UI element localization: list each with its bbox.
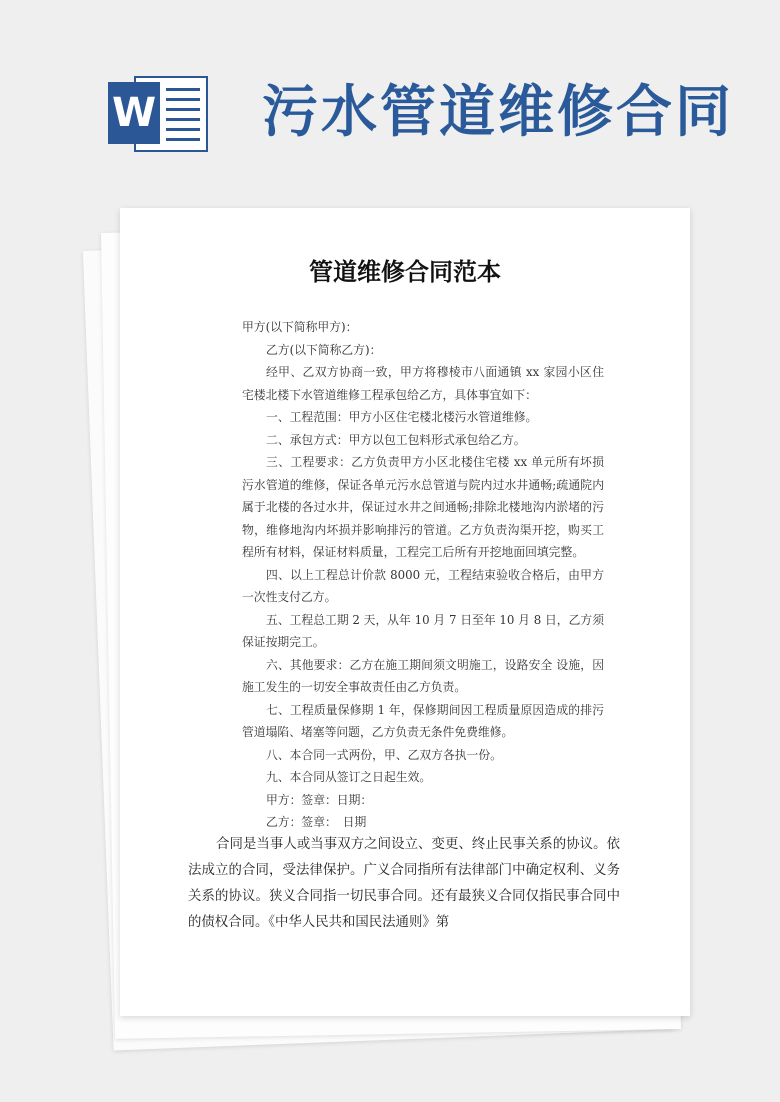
page-title: 污水管道维修合同 bbox=[262, 80, 734, 145]
intro-paragraph: 经甲、乙双方协商一致，甲方将穆棱市八面通镇 xx 家园小区住宅楼北楼下水管道维修工程承包给乙方，具体事宜如下： bbox=[242, 365, 604, 402]
clause-duration: 五、工程总工期 2 天，从年 10 月 7 日至年 10 月 8 日，乙方须保证按期完工。 bbox=[242, 612, 604, 649]
clause-effective: 九、本合同从签订之日起生效。 bbox=[266, 770, 432, 784]
party-b-line: 乙方(以下简称乙方)： bbox=[266, 342, 382, 357]
header-banner bbox=[0, 0, 780, 190]
word-document-icon bbox=[108, 70, 208, 152]
contract-definition-text bbox=[188, 832, 620, 936]
party-a-line: 甲方(以下简称甲方)： bbox=[242, 320, 358, 334]
clause-copies: 八、本合同一式两份，甲、乙双方各执一份。 bbox=[266, 747, 502, 762]
clause-scope: 一、工程范围：甲方小区住宅楼北楼污水管道维修。 bbox=[266, 410, 538, 424]
clause-warranty: 七、工程质量保修期 1 年，保修期间因工程质量原因造成的排污管道塌陷、堵塞等问题，乙方负责无条件免费维修。 bbox=[242, 702, 604, 739]
signature-party-a: 甲方：签章：日期： bbox=[266, 792, 373, 807]
clause-price: 四、以上工程总计价款 8000 元，工程结束验收合格后，由甲方一次性支付乙方。 bbox=[242, 567, 604, 604]
clause-requirements: 三、工程要求：乙方负责甲方小区北楼住宅楼 xx 单元所有坏损污水管道的维修，保证各单元污水总管道与院内过水井通畅;疏通院内属于北楼的各过水井，保证过水井之间通畅;排除北楼地沟内淤堵的污物，维修地沟内坏损并影响排污的管道。乙方负责沟渠开挖，购买工程所有材料，保证材料质量，工程完工后所有开挖地面回填完整。 bbox=[242, 455, 604, 559]
signature-party-b: 乙方：签章： 日期 bbox=[266, 815, 367, 829]
document-page bbox=[120, 208, 690, 1016]
definition-paragraph: 合同是当事人或当事双方之间设立、变更、终止民事关系的协议。依法成立的合同，受法律保护。广义合同指所有法律部门中确定权利、义务关系的协议。狭义合同指一切民事合同。还有最狭义合同仅指民事合同中的债权合同。《中华人民共和国民法通则》第 bbox=[188, 837, 620, 930]
clause-method: 二、承包方式：甲方以包工包料形式承包给乙方。 bbox=[266, 432, 526, 447]
document-title: 管道维修合同范本 bbox=[309, 258, 501, 286]
clause-other: 六、其他要求：乙方在施工期间须文明施工，设路安全 设施，因施工发生的一切安全事故责任由乙方负责。 bbox=[242, 657, 604, 694]
word-letter-badge: W bbox=[108, 82, 160, 144]
contract-body bbox=[242, 316, 604, 834]
